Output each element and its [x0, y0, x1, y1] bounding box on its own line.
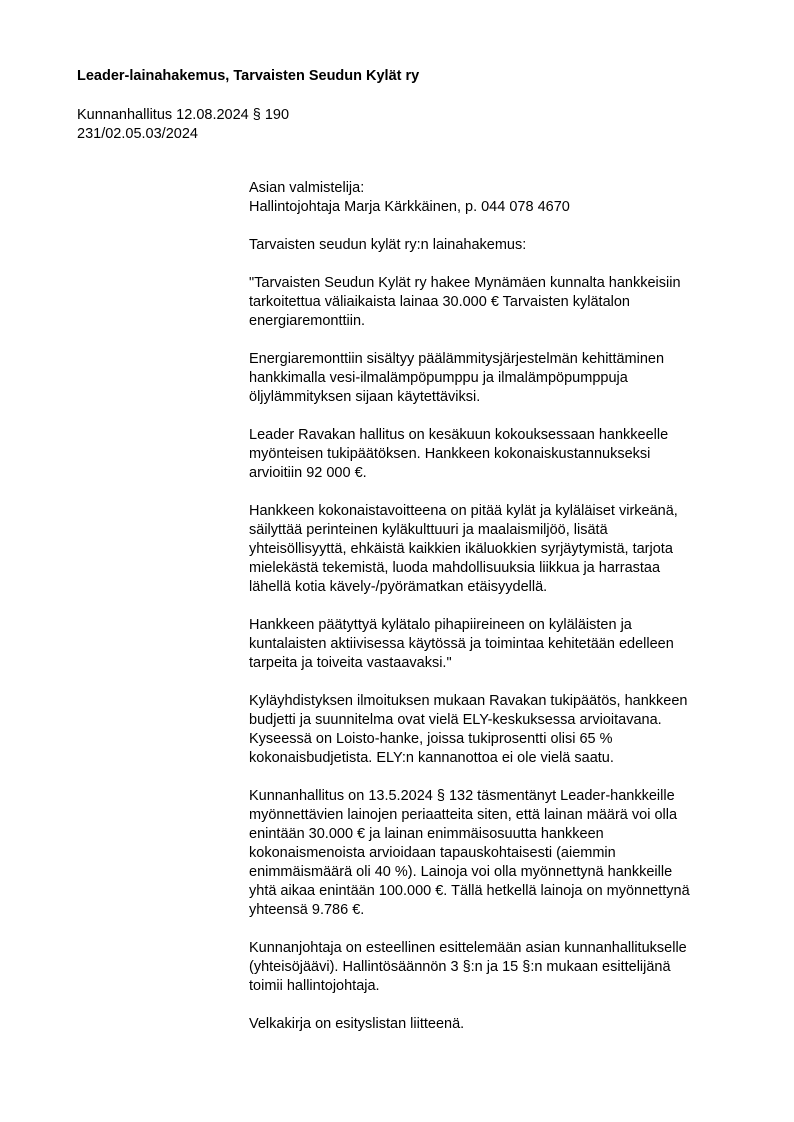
quote-paragraph-heating	[249, 350, 739, 407]
text-line: budjetti ja suunnitelma ovat vielä ELY-keskuksessa arvioitavana.	[249, 712, 662, 728]
text-line: Energiaremonttiin sisältyy päälämmitysjärjestelmän kehittäminen	[249, 351, 665, 367]
quote-paragraph-leader-decision	[249, 426, 739, 483]
text-line: yhtä aikaa enintään 100.000 €. Tällä hetkellä lainoja on myönnettynä	[249, 883, 690, 899]
text-line: Kyseessä on Loisto-hanke, joissa tukiprosentti olisi 65 %	[249, 731, 613, 747]
record-number: 231/02.05.03/2024	[77, 126, 198, 142]
text-line: Velkakirja on esityslistan liitteenä.	[249, 1016, 465, 1032]
text-line: Kunnanhallitus on 13.5.2024 § 132 täsmentänyt Leader-hankkeille	[249, 788, 675, 804]
text-line: kokonaisbudjetista. ELY:n kannanottoa ei ole vielä saatu.	[249, 750, 614, 766]
text-line: Asian valmistelija:	[249, 180, 365, 196]
application-heading-paragraph	[249, 236, 739, 255]
text-line: enintään 30.000 € ja lainan enimmäisosuutta hankkeen	[249, 826, 604, 842]
ely-status-paragraph	[249, 692, 739, 768]
text-line: toimii hallintojohtaja.	[249, 978, 380, 994]
text-line: (yhteisöjäävi). Hallintösäännön 3 §:n ja 15 §:n mukaan esittelijänä	[249, 959, 671, 975]
text-line: enimmäismäärä oli 40 %). Lainoja voi olla myönnettynä hankkeille	[249, 864, 673, 880]
text-line: Hankkeen päätyttyä kylätalo pihapiireineen on kyläläisten ja	[249, 617, 632, 633]
quote-paragraph-goals	[249, 502, 739, 597]
text-line: yhteensä 9.786 €.	[249, 902, 365, 918]
quote-paragraph-loan-request	[249, 274, 739, 331]
text-line: tarkoitettua väliaikaista lainaa 30.000 € Tarvaisten kylätalon	[249, 294, 630, 310]
text-line: hankkimalla vesi-ilmalämpöpumppu ja ilmalämpöpumppuja	[249, 370, 628, 386]
loan-principles-paragraph	[249, 787, 739, 920]
text-line: Hallintojohtaja Marja Kärkkäinen, p. 044 078 4670	[249, 199, 570, 215]
text-line: energiaremonttiin.	[249, 313, 366, 329]
document-title: Leader-lainahakemus, Tarvaisten Seudun Kylät ry	[77, 68, 420, 84]
meeting-date-line: Kunnanhallitus 12.08.2024 § 190	[77, 107, 290, 123]
text-line: yhteisöllisyyttä, ehkäistä kaikkien ikäluokkien syrjäytymistä, tarjota	[249, 541, 673, 557]
text-line: öljylämmityksen sijaan käytettäviksi.	[249, 389, 481, 405]
meeting-reference	[77, 106, 289, 144]
text-line: arvioitiin 92 000 €.	[249, 465, 367, 481]
text-line: Hankkeen kokonaistavoitteena on pitää kylät ja kyläläiset virkeänä,	[249, 503, 678, 519]
text-line: tarpeita ja toiveita vastaavaksi."	[249, 655, 452, 671]
text-line: lähellä kotia kävely-/pyörämatkan etäisyydellä.	[249, 579, 548, 595]
preparer-paragraph	[249, 179, 739, 217]
text-line: mielekästä tekemistä, luoda mahdollisuuksia liikkua ja harrastaa	[249, 560, 661, 576]
text-line: myönnettävien lainojen periaatteita siten, että lainan määrä voi olla	[249, 807, 678, 823]
text-line: kokonaismenoista arvioidaan tapauskohtaisesti (aiemmin	[249, 845, 616, 861]
text-line: Kunnanjohtaja on esteellinen esittelemään asian kunnanhallitukselle	[249, 940, 687, 956]
text-line: Tarvaisten seudun kylät ry:n lainahakemus:	[249, 237, 527, 253]
presenter-paragraph	[249, 939, 739, 996]
attachment-paragraph	[249, 1015, 739, 1034]
text-line: säilyttää perinteinen kyläkulttuuri ja maalaismiljöö, lisätä	[249, 522, 608, 538]
text-line: kuntalaisten aktiivisessa käytössä ja toimintaa kehitetään edelleen	[249, 636, 674, 652]
text-line: Leader Ravakan hallitus on kesäkuun kokouksessaan hankkeelle	[249, 427, 669, 443]
text-line: "Tarvaisten Seudun Kylät ry hakee Mynämäen kunnalta hankkeisiin	[249, 275, 681, 291]
document-body	[249, 179, 739, 1053]
text-line: Kyläyhdistyksen ilmoituksen mukaan Ravakan tukipäätös, hankkeen	[249, 693, 688, 709]
quote-paragraph-outcome	[249, 616, 739, 673]
text-line: myönteisen tukipäätöksen. Hankkeen kokonaiskustannukseksi	[249, 446, 651, 462]
